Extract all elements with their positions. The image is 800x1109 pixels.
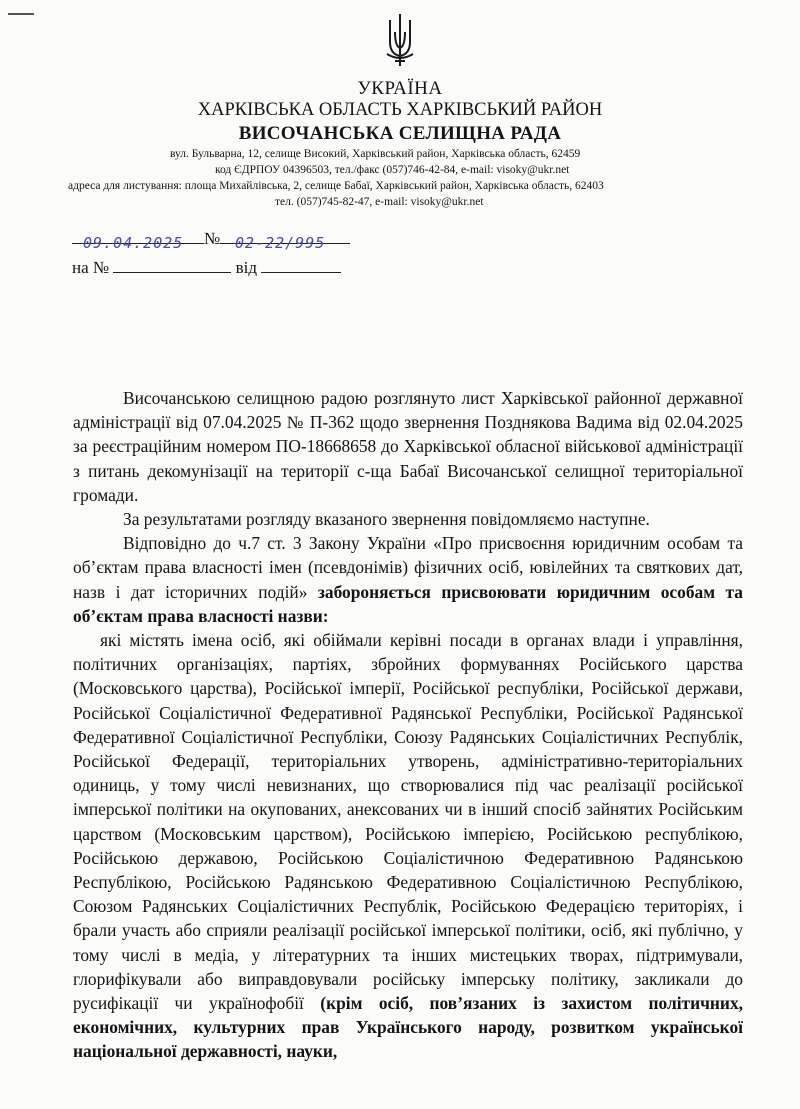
country-title: УКРАЇНА xyxy=(357,78,443,99)
paragraph xyxy=(73,628,743,1064)
postal-address-line: адреса для листування: площа Михайлівська, 2, селище Бабаї, Харківський район, Харківська область, 62403 xyxy=(68,180,604,192)
reply-reference xyxy=(72,258,341,278)
paragraph-text: які містять імена осіб, які обіймали керівні посади в органах влади і управління, політичних організаціях, партіях, збройних формуваннях Російського царства (Московського царства), Російської імперії, Російської республіки, Російської держави, Російської Соціалістичної Федеративної Радянської Республіки, Російської Радянської Федеративної Соціалістичної Республіки, Союзу Радянських Соціалістичних Республік, Російської Федерації, територіальних утворень, адміністративно-територіальних одиниць, у тому числі невизнаних, що створювалися під час реалізації російської імперської політики на окупованих, анексованих чи в інший спосіб зайнятих Російським царством (Московським царством), Російською імперією, Російською республікою, Російською державою, Російською Соціалістичною Федеративною Радянською Республікою, Російською Радянською Федеративною Соціалістичною Республікою, Союзом Радянських Соціалістичних Республік, Російською Федерацією територіях, і брали участь або сприяли реалізації російської імперської політики, осіб, які публічно, у тому числі в медіа, у літературних та інших мистецьких творах, підтримували, глорифікували або виправдовували російську імперську політику, закликали до русифікації чи українофобії xyxy=(73,630,743,1014)
address-line: вул. Бульварна, 12, селище Високий, Харківський район, Харківська область, 62459 xyxy=(170,148,581,160)
reply-from-label: від xyxy=(235,258,258,277)
number-sign: № xyxy=(204,229,221,248)
region-title: ХАРКІВСЬКА ОБЛАСТЬ ХАРКІВСЬКИЙ РАЙОН xyxy=(197,100,603,120)
trident-emblem-icon xyxy=(384,12,416,68)
handwritten-date: 09.04.2025 xyxy=(83,234,184,252)
council-title: ВИСОЧАНСЬКА СЕЛИЩНА РАДА xyxy=(238,123,562,144)
handwritten-number: 02-22/995 xyxy=(235,234,326,252)
reply-date-blank xyxy=(261,258,341,273)
reply-label: на № xyxy=(72,258,110,277)
corner-mark xyxy=(8,13,34,15)
paragraph xyxy=(73,531,743,628)
paragraph-text: Відповідно до ч.7 ст. 3 Закону України «Про присвоєння юридичним особам та об’єктам права власності імен (псевдонімів) фізичних осіб, ювілейних та святкових дат, назв і дат історичних подій» xyxy=(73,533,743,602)
contacts-line: код ЄДРПОУ 04396503, тел./факс (057)746-42-84, e-mail: visoky@ukr.net xyxy=(215,164,570,176)
reply-number-blank xyxy=(113,258,231,273)
paragraph-emphasis: (крім осіб, пов’язаних із захистом політичних, економічних, культурних прав Українського народу, розвитком української національної державності, науки, xyxy=(73,993,743,1062)
postal-contacts-line: тел. (057)745-82-47, e-mail: visoky@ukr.net xyxy=(275,196,484,208)
paragraph: Височанською селищною радою розглянуто лист Харківської районної державної адміністрації від 07.04.2025 № П-362 щодо звернення Позднякова Вадима від 02.04.2025 за реєстраційним номером ПО-18668658 до Харківської обласної військової адміністрації з питань декомунізації на території с-ща Бабаї Височанської селищної територіальної громади. xyxy=(73,388,743,505)
paragraph-emphasis: забороняється присвоювати юридичним особам та об’єктам права власності назви: xyxy=(73,581,744,626)
paragraph: За результатами розгляду вказаного звернення повідомляємо наступне. xyxy=(123,509,650,530)
letter-body xyxy=(73,386,743,1064)
